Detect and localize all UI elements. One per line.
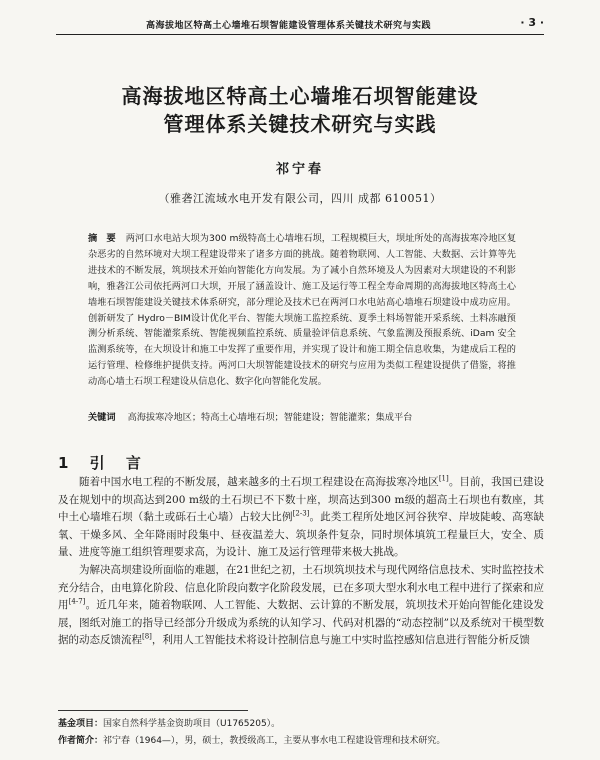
- running-header: [56, 12, 544, 35]
- footnotes: [58, 716, 544, 750]
- citation: [8]: [142, 632, 152, 641]
- paragraph-text: 。此类工程所处地区河谷狭窄、岸坡陡峻、高寒缺氧、干燥多风、全年降雨时段集中、昼夜温差大、筑坝条件复杂，同时坝体填筑工程量巨大，安全、质量、进度等施工组织管理要求高，为设计、施工及运行管理带来极大挑战。: [58, 511, 545, 559]
- abstract-text: 两河口水电站大坝为300 m级特高土心墙堆石坝，工程规模巨大，坝址所处的高海拔寒冷地区复杂恶劣的自然环境对大坝工程建设带来了诸多方面的挑战。随着物联网、人工智能、大数据、云计算等先进技术的不断发展，筑坝技术开始向智能化方向发展。为了减小自然环境及人为因素对大坝建设的不利影响，雅砻江公司依托两河口大坝，开展了涵盖设计、施工及运行等工程全寿命周期的高海拔地区特高土心墙堆石坝智能建设关键技术体系研究，部分理论及技术已在两河口水电站高心墙堆石坝建设中成功应用。创新研发了 Hydro－BIM设计优化平台、智能大坝施工监控系统、夏季土料场智能开采系统、土料冻融预测分析系统、智能灌浆系统、智能视频监控系统、质量验评信息系统、气象监测及预报系统、iDam 安全监测系统等，在大坝设计和施工中发挥了重要作用，并实现了设计和施工期全信息收集，为建成后工程的运行管理、检修维护提供支持。两河口大坝智能建设技术的研究与应用为类似工程建设提供了借鉴，将推动高心墙土石坝工程建设从信息化、数字化向智能化发展。: [88, 233, 517, 388]
- paragraph: [58, 474, 544, 562]
- paragraph-text: 为解决高坝建设所面临的难题，在21世纪之初，土石坝筑坝技术与现代网络信息技术、实时监控技术充分结合，由电算化阶段、信息化阶段向数字化阶段发展，已在多项大型水利水电工程中进行了探索和应用: [58, 563, 544, 612]
- body-text: [58, 474, 544, 650]
- paragraph-text: 。目前，我国已建设及在规划中的坝高达到200 m级的土石坝已不下数十座，坝高达到300 m级的超高土石坝也有数座，其中土心墙堆石坝（黏土或砾石土心墙）占较大比例: [58, 476, 544, 524]
- author-note: [58, 733, 544, 750]
- author-affiliation: （雅砻江流域水电开发有限公司，四川 成都 610051）: [158, 192, 442, 205]
- keywords: [88, 409, 516, 423]
- keywords-text: 高海拔寒冷地区；特高土心墙堆石坝；智能建设；智能灌浆；集成平台: [127, 412, 413, 423]
- author-bio-text: 祁宁春（1964—），男，硕士，教授级高工，主要从事水电工程建设管理和技术研究。: [103, 736, 446, 746]
- citation: [4-7]: [68, 597, 86, 606]
- citation: [1]: [438, 474, 449, 483]
- paragraph-text: ，利用人工智能技术将设计控制信息与施工中实时监控感知信息进行智能分析反馈: [151, 634, 530, 647]
- fund-text: 国家自然科学基金资助项目（U1765205）。: [103, 719, 281, 729]
- running-title: 高海拔地区特高土心墙堆石坝智能建设管理体系关键技术研究与实践: [146, 21, 432, 31]
- citation: [2-3]: [292, 509, 310, 518]
- page-number: · 3 ·: [520, 16, 544, 29]
- section-heading: 1 引 言: [58, 454, 149, 472]
- title-line-2: 管理体系关键技术研究与实践: [163, 112, 437, 136]
- paragraph-text: 随着中国水电工程的不断发展，越来越多的土石坝工程建设在高海拔寒冷地区: [79, 476, 439, 488]
- paper-title: [56, 82, 544, 138]
- abstract-label: 摘 要: [88, 233, 116, 244]
- paragraph: [58, 562, 544, 650]
- author-name: 祁宁春: [275, 162, 324, 177]
- keywords-label: 关键词: [88, 412, 116, 423]
- abstract: [88, 231, 516, 390]
- author-bio-label: 作者简介：: [58, 736, 104, 746]
- fund-note: [58, 716, 544, 733]
- paragraph-text: 。近几年来，随着物联网、人工智能、大数据、云计算的不断发展，筑坝技术开始向智能化建设发展，图纸对施工的指导已经部分升级成为系统的认知学习、代码对机器的“动态控制”以及系统对干模型数据的动态反馈流程: [58, 599, 545, 647]
- fund-label: 基金项目：: [58, 719, 104, 729]
- footnote-divider: [58, 710, 248, 711]
- title-line-1: 高海拔地区特高土心墙堆石坝智能建设: [121, 84, 479, 108]
